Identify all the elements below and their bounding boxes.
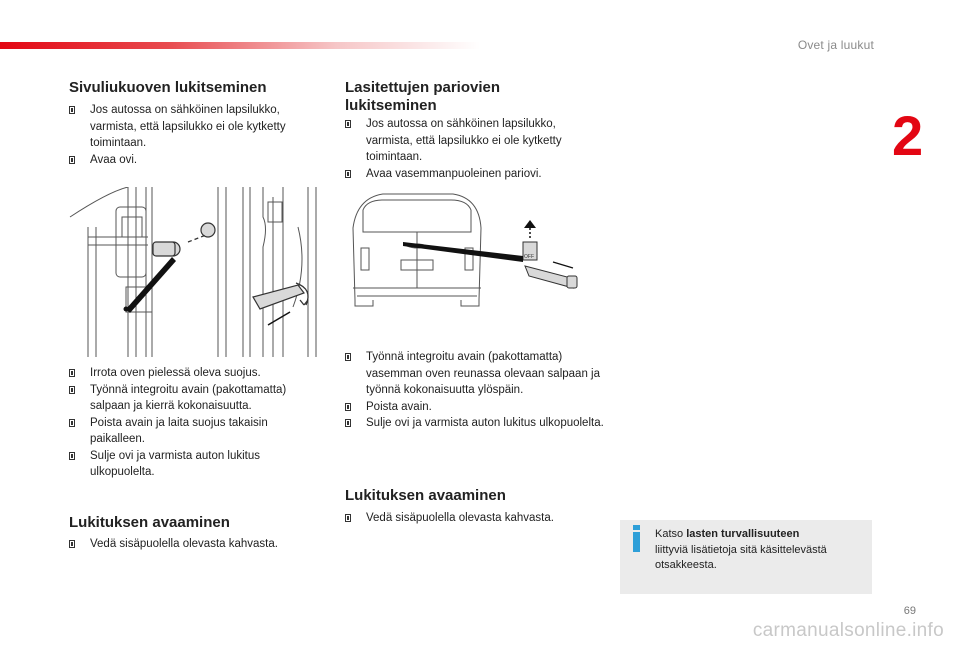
- list-item: Sulje ovi ja varmista auton lukitus ulkopuolelta.: [69, 448, 314, 481]
- list-item: Sulje ovi ja varmista auton lukitus ulkopuolelta.: [345, 415, 605, 432]
- list-item: Vedä sisäpuolella olevasta kahvasta.: [69, 536, 314, 553]
- checkbox-bullet-icon: [69, 369, 75, 377]
- chapter-number: 2: [892, 104, 924, 167]
- checkbox-bullet-icon: [345, 120, 351, 128]
- list-item: Jos autossa on sähköinen lapsilukko, varmista, että lapsilukko ei ole kytketty toimintaan.: [345, 116, 595, 166]
- list-item: Avaa vasemmanpuoleinen pariovi.: [345, 166, 595, 183]
- right-unlock-title: Lukituksen avaaminen: [345, 487, 506, 504]
- checkbox-bullet-icon: [69, 452, 75, 460]
- list-item: Jos autossa on sähköinen lapsilukko, varmista, että lapsilukko ei ole kytketty toimintaan.: [69, 102, 314, 152]
- info-text: Katso lasten turvallisuuteen liittyviä lisätietoja sitä käsittelevästä otsakkeesta.: [655, 528, 827, 571]
- list-item: Työnnä integroitu avain (pakottamatta) salpaan ja kierrä kokonaisuutta.: [69, 382, 314, 415]
- checkbox-bullet-icon: [345, 419, 351, 427]
- right-unlock-list: [345, 510, 595, 527]
- checkbox-bullet-icon: [345, 403, 351, 411]
- checkbox-bullet-icon: [345, 170, 351, 178]
- checkbox-bullet-icon: [69, 106, 75, 114]
- left-intro-list: [69, 102, 314, 168]
- checkbox-bullet-icon: [69, 156, 75, 164]
- info-icon: [633, 525, 640, 530]
- list-item: Vedä sisäpuolella olevasta kahvasta.: [345, 510, 595, 527]
- right-section-title: Lasitettujen pariovien lukitseminen: [345, 79, 501, 114]
- section-title: Ovet ja luukut: [797, 38, 874, 52]
- page-number: 69: [903, 605, 916, 617]
- off-label: OFF: [524, 254, 534, 260]
- list-item: Avaa ovi.: [69, 152, 314, 169]
- header-accent-bar: [0, 42, 480, 49]
- van-rear-doors-illustration: [343, 188, 601, 308]
- info-box: [620, 520, 872, 594]
- left-unlock-list: [69, 536, 314, 553]
- list-item: Työnnä integroitu avain (pakottamatta) vasemman oven reunassa olevaan salpaan ja työnnä kokonaisuutta ylöspäin.: [345, 349, 605, 399]
- checkbox-bullet-icon: [345, 353, 351, 361]
- checkbox-bullet-icon: [69, 386, 75, 394]
- list-item: Irrota oven pielessä oleva suojus.: [69, 365, 314, 382]
- checkbox-bullet-icon: [69, 540, 75, 548]
- checkbox-bullet-icon: [345, 514, 351, 522]
- left-unlock-title: Lukituksen avaaminen: [69, 514, 230, 531]
- watermark: carmanualsonline.info: [752, 620, 944, 641]
- info-link: lasten turvallisuuteen: [686, 528, 800, 540]
- checkbox-bullet-icon: [69, 419, 75, 427]
- left-section-title: Sivuliukuoven lukitseminen: [69, 79, 267, 96]
- door-lock-illustration: [68, 187, 324, 357]
- right-steps-list: [345, 349, 605, 432]
- left-steps-list: [69, 365, 314, 481]
- list-item: Poista avain ja laita suojus takaisin paikalleen.: [69, 415, 314, 448]
- info-icon-bar: [633, 532, 640, 552]
- list-item: Poista avain.: [345, 399, 605, 416]
- right-intro-list: [345, 116, 595, 182]
